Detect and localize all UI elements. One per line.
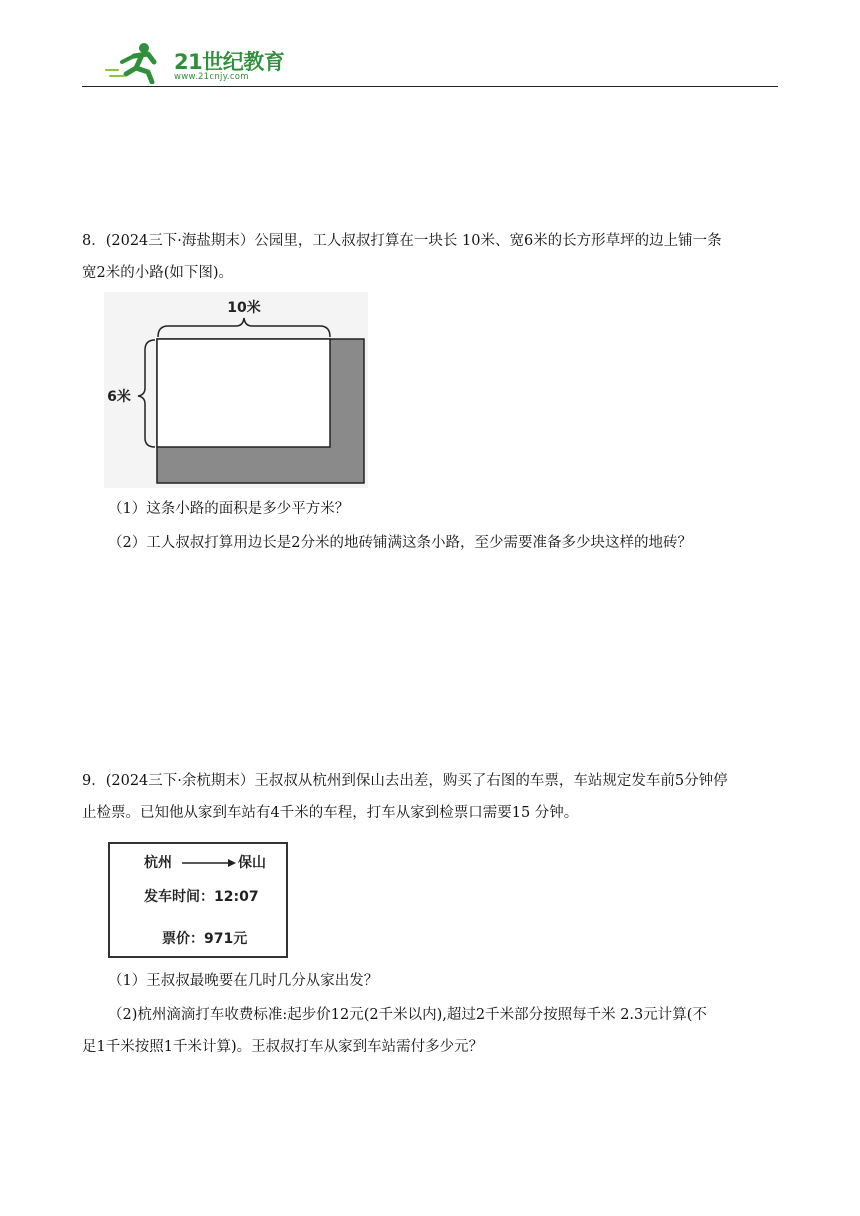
q8-line1: 8．(2024三下·海盐期末）公园里，工人叔叔打算在一块长 10米、宽6米的长方形草坪的边上铺一条 — [82, 233, 722, 249]
q9-sub1: （1）王叔叔最晚要在几时几分从家出发？ — [108, 973, 379, 989]
q8-figure — [104, 292, 368, 488]
q8-line2: 宽2米的小路(如下图)。 — [82, 265, 234, 281]
q9-line1: 9．(2024三下·余杭期末）王叔叔从杭州到保山去出差，购买了右图的车票，车站规定发车前5分钟停 — [82, 773, 728, 789]
page-header — [82, 40, 778, 87]
logo-text: 21世纪教育 — [174, 50, 285, 74]
q8-sub1: （1）这条小路的面积是多少平方米？ — [108, 501, 350, 517]
width-label: 6米 — [107, 389, 131, 405]
ticket-from: 杭州 — [144, 855, 172, 871]
ticket — [108, 842, 288, 958]
length-label: 10米 — [227, 300, 261, 316]
ticket-price: 票价：971元 — [162, 931, 248, 947]
q9-sub2-line2: 足1千米按照1千米计算)。王叔叔打车从家到车站需付多少元？ — [82, 1039, 484, 1055]
logo — [104, 40, 294, 84]
logo-url: www.21cnjy.com — [174, 72, 249, 82]
arrow-right-icon — [182, 859, 236, 867]
q8-sub2: （2）工人叔叔打算用边长是2分米的地砖铺满这条小路，至少需要准备多少块这样的地砖？ — [108, 535, 692, 551]
q9-sub2-line1: （2)杭州滴滴打车收费标准:起步价12元(2千米以内),超过2千米部分按照每千米 2.3元计算(不 — [108, 1007, 707, 1023]
ticket-to: 保山 — [238, 855, 266, 871]
ticket-departure: 发车时间：12:07 — [144, 889, 259, 905]
runner-logo-icon — [104, 40, 168, 84]
q9-line2: 止检票。已知他从家到车站有4千米的车程，打车从家到检票口需要15 分钟。 — [82, 805, 579, 821]
lawn-rectangle — [157, 339, 330, 447]
